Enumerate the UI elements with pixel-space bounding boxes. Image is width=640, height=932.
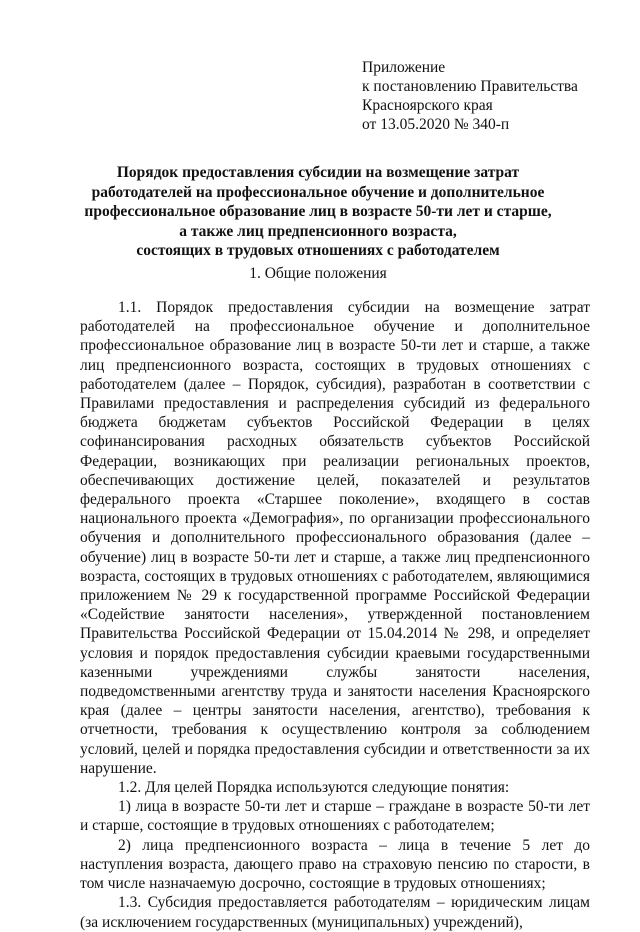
section-heading: 1. Общие положения bbox=[249, 265, 387, 282]
title-line-2: работодателей на профессиональное обучение и дополнительное bbox=[91, 183, 545, 201]
title-line-4: а также лиц предпенсионного возраста, bbox=[179, 222, 457, 240]
appendix-block bbox=[362, 58, 632, 134]
appendix-line-3: Красноярского края bbox=[362, 97, 493, 114]
paragraph-1-2-item-2: 2) лица предпенсионного возраста – лица в течение 5 лет до наступления возраста, дающего право на страховую пенсию по старости, в том числе назначаемую досрочно, состоящие в трудовых отношениях; bbox=[80, 836, 590, 893]
section-body bbox=[80, 298, 590, 932]
appendix-line-1: Приложение bbox=[362, 59, 446, 76]
appendix-line-4: от 13.05.2020 № 340-п bbox=[362, 116, 510, 133]
document-title bbox=[70, 163, 566, 261]
paragraph-1-2-item-1: 1) лица в возрасте 50-ти лет и старше – граждане в возрасте 50-ти лет и старше, состоящие в трудовых отношениях с работодателем; bbox=[80, 798, 590, 835]
paragraph-1-2: 1.2. Для целей Порядка используются следующие понятия: bbox=[118, 779, 510, 797]
appendix-line-2: к постановлению Правительства bbox=[362, 78, 578, 95]
paragraph-1-1: 1.1. Порядок предоставления субсидии на возмещение затрат работодателей на профессиональное обучение и дополнительное профессиональное образование лиц в возрасте 50-ти лет и старше, а также лиц предпенсионного возраста, состоящих в трудовых отношениях с работодателем (далее – Порядок, субсидия), разработан в соответствии с Правилами предоставления и распределения субсидий из федерального бюджета бюджетам субъектов Российской Федерации в целях софинансирования расходных обязательств субъектов Российской Федерации, возникающих при реализации региональных проектов, обеспечивающих достижение целей, показателей и результатов федерального проекта «Старшее поколение», входящего в состав национального проекта «Демография», по организации профессионального обучения и дополнительного профессионального образования (далее – обучение) лиц в возрасте 50-ти лет и старше, а также лиц предпенсионного возраста, состоящих в трудовых отношениях с работодателем, являющимися приложением № 29 к государственной программе Российской Федерации «Содействие занятости населения», утвержденной постановлением Правительства Российской Федерации от 15.04.2014 № 298, и определяет условия и порядок предоставления субсидии краевыми государственными казенными учреждениями службы занятости населения, подведомственными агентству труда и занятости населения Красноярского края (далее – центры занятости населения, агентство), требования к отчетности, требования к осуществлению контроля за соблюдением условий, целей и порядка предоставления субсидии и ответственности за их нарушение. bbox=[80, 299, 590, 777]
paragraph-1-3: 1.3. Субсидия предоставляется работодателям – юридическим лицам (за исключением государственных (муниципальных) учреждений), bbox=[80, 894, 590, 931]
title-line-1: Порядок предоставления субсидии на возмещение затрат bbox=[116, 164, 520, 181]
title-line-3: профессиональное образование лиц в возрасте 50-ти лет и старше, bbox=[84, 203, 552, 220]
title-line-5: состоящих в трудовых отношениях с работодателем bbox=[136, 242, 500, 259]
